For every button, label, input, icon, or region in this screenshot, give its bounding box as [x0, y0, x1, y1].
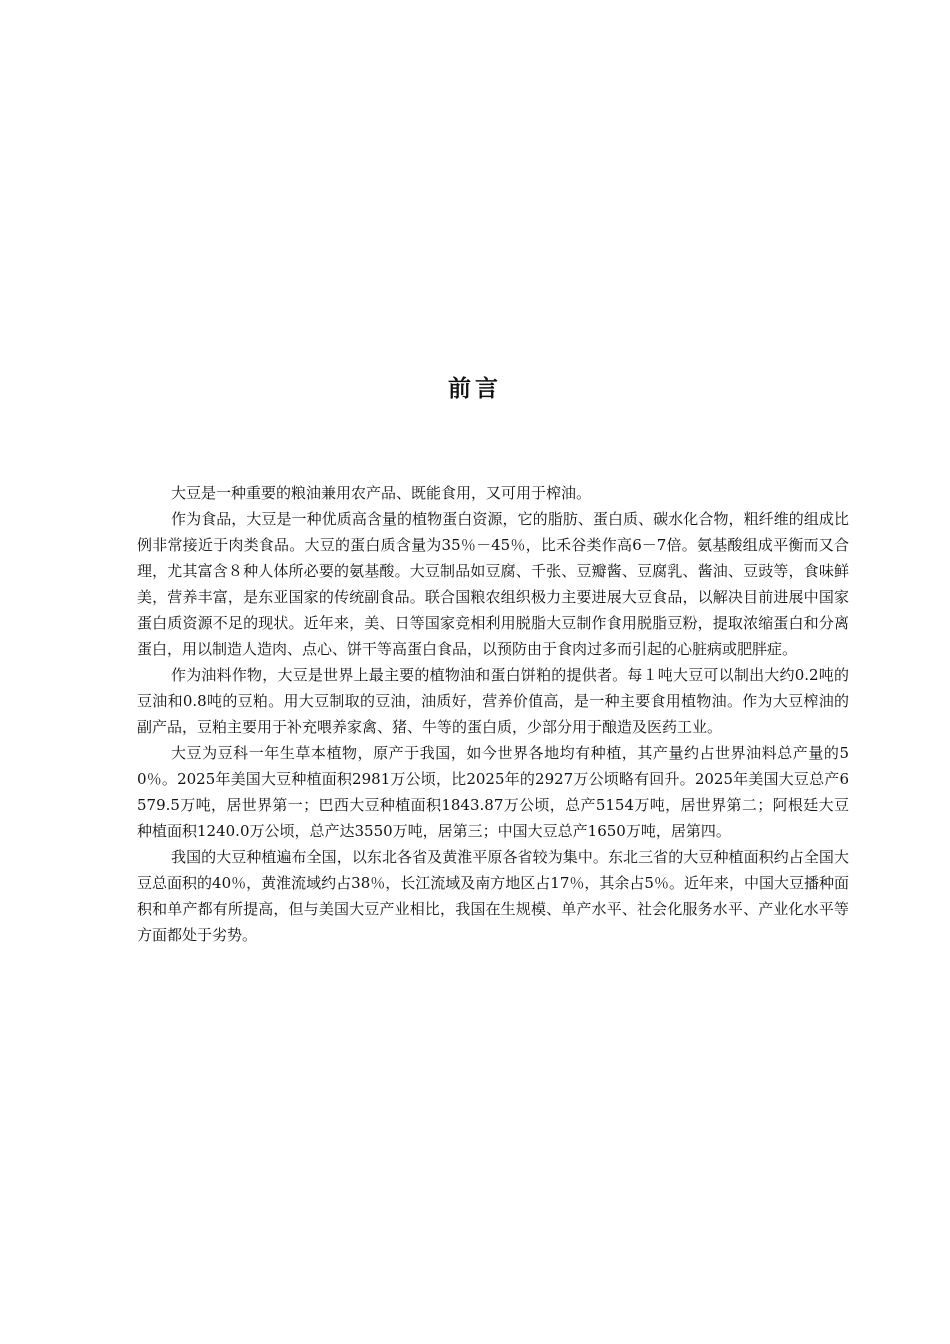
paragraph-intro: 大豆是一种重要的粮油兼用农产品、既能食用，又可用于榨油。: [171, 484, 592, 502]
body-text: [137, 480, 849, 948]
paragraph-oil-crop: 作为油料作物，大豆是世界上最主要的植物油和蛋白饼粕的提供者。每１吨大豆可以制出大约0.2吨的豆油和0.8吨的豆粕。用大豆制取的豆油，油质好，营养价值高，是一种主要食用植物油。作为大豆榨油的副产品，豆粕主要用于补充喂养家禽、猪、牛等的蛋白质，少部分用于酿造及医药工业。: [137, 666, 849, 736]
paragraph-food-use: 作为食品，大豆是一种优质高含量的植物蛋白资源，它的脂肪、蛋白质、碳水化合物，粗纤维的组成比例非常接近于肉类食品。大豆的蛋白质含量为35％－45％，比禾谷类作高6－7倍。氨基酸组成平衡而又合理，尤其富含８种人体所必要的氨基酸。大豆制品如豆腐、千张、豆瓣酱、豆腐乳、酱油、豆豉等，食味鲜美，营养丰富，是东亚国家的传统副食品。联合国粮农组织极力主要进展大豆食品，以解决目前进展中国家蛋白质资源不足的现状。近年来，美、日等国家竞相利用脱脂大豆制作食用脱脂豆粉，提取浓缩蛋白和分离蛋白，用以制造人造肉、点心、饼干等高蛋白食品，以预防由于食肉过多而引起的心脏病或肥胖症。: [137, 510, 849, 658]
paragraph-china-distribution: 我国的大豆种植遍布全国，以东北各省及黄淮平原各省较为集中。东北三省的大豆种植面积约占全国大豆总面积的40％，黄淮流域约占38％，长江流域及南方地区占17％，其余占5％。近年来，中国大豆播种面积和单产都有所提高，但与美国大豆产业相比，我国在生规模、单产水平、社会化服务水平、产业化水平等方面都处于劣势。: [137, 848, 849, 944]
page-title: 前言: [448, 376, 502, 402]
paragraph-world-production: 大豆为豆科一年生草本植物，原产于我国，如今世界各地均有种植，其产量约占世界油料总产量的50％。2025年美国大豆种植面积2981万公顷，比2025年的2927万公顷略有回升。2025年美国大豆总产6579.5万吨，居世界第一；巴西大豆种植面积1843.87万公顷，总产5154万吨，居世界第二；阿根廷大豆种植面积1240.0万公顷，总产达3550万吨，居第三；中国大豆总产1650万吨，居第四。: [137, 744, 849, 840]
